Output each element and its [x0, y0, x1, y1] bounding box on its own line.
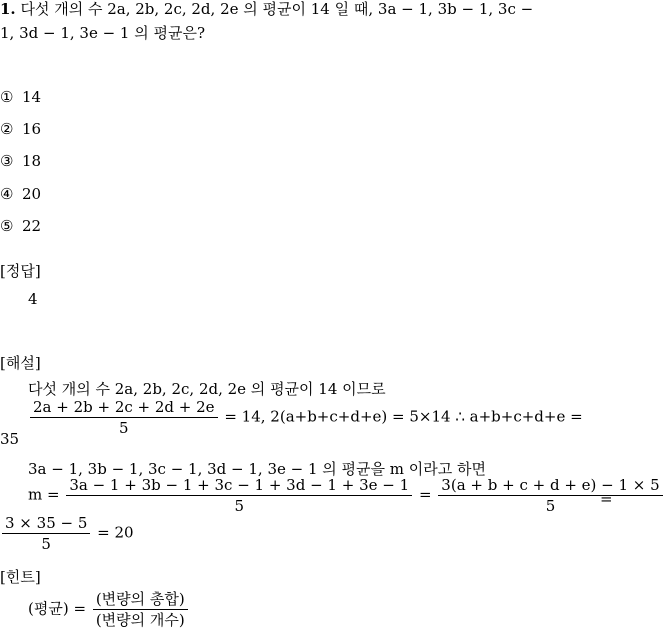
fraction [2, 514, 90, 553]
question-text-1: 다섯 개의 수 2a, 2b, 2c, 2d, 2e 의 평균이 14 일 때, 3a − 1, 3b − 1, 3c − [20, 0, 534, 18]
fraction [438, 476, 662, 515]
fraction-denominator: (변량의 개수) [95, 611, 185, 629]
choice-text: 16 [22, 120, 42, 138]
fraction [93, 590, 188, 629]
choice-mark: ① [0, 88, 14, 106]
equation-lhs: m = [28, 485, 60, 504]
equation-result: = 20 [97, 523, 134, 542]
fraction [66, 476, 412, 515]
choice-text: 14 [22, 88, 42, 106]
choice-text: 22 [22, 217, 42, 235]
question-line-2 [0, 24, 205, 42]
choice-mark: ③ [0, 152, 14, 170]
fraction [30, 398, 218, 437]
choice-mark: ④ [0, 185, 14, 203]
equation-continuation: 35 [0, 430, 20, 448]
explanation-label: [해설] [0, 354, 41, 372]
fraction-denominator: 5 [545, 497, 556, 515]
explanation-equation-3 [0, 514, 134, 553]
choice-2[interactable] [0, 120, 41, 138]
fraction-numerator: 2a + 2b + 2c + 2d + 2e [30, 398, 218, 418]
fraction-numerator: 3(a + b + c + d + e) − 1 × 5 [438, 476, 662, 496]
choice-mark: ⑤ [0, 217, 14, 235]
answer-value: 4 [28, 290, 38, 308]
hint-label: [힌트] [0, 568, 41, 586]
hint-lhs: (평균) = [28, 599, 87, 618]
explanation-line-3: 3a − 1, 3b − 1, 3c − 1, 3d − 1, 3e − 1 의 평균을 m 이라고 하면 [28, 460, 487, 478]
choice-1[interactable] [0, 88, 41, 106]
equals-sign: = [418, 485, 432, 504]
choice-3[interactable] [0, 152, 41, 170]
hint-formula [28, 590, 190, 629]
choice-text: 20 [22, 185, 42, 203]
answer-label: [정답] [0, 262, 41, 280]
explanation-line-1: 다섯 개의 수 2a, 2b, 2c, 2d, 2e 의 평균이 14 이므로 [28, 380, 386, 398]
choice-text: 18 [22, 152, 42, 170]
choice-4[interactable] [0, 185, 41, 203]
explanation-equation-2 [28, 476, 665, 515]
fraction-denominator: 5 [234, 497, 245, 515]
choice-5[interactable] [0, 217, 41, 235]
choice-mark: ② [0, 120, 14, 138]
fraction-denominator: 5 [41, 535, 51, 553]
equals-sign-end: = [600, 490, 613, 508]
fraction-denominator: 5 [119, 419, 129, 437]
equation-rest: = 14, 2(a+b+c+d+e) = 5×14 ∴ a+b+c+d+e = [224, 407, 583, 426]
fraction-numerator: 3 × 35 − 5 [2, 514, 90, 534]
question-line-1 [0, 0, 533, 18]
explanation-equation-1 [28, 398, 583, 437]
question-number: 1. [0, 0, 16, 18]
fraction-numerator: (변량의 총합) [93, 590, 188, 610]
question-text-2: 1, 3d − 1, 3e − 1 의 평균은? [0, 24, 206, 42]
fraction-numerator: 3a − 1 + 3b − 1 + 3c − 1 + 3d − 1 + 3e − 1 [66, 476, 412, 496]
